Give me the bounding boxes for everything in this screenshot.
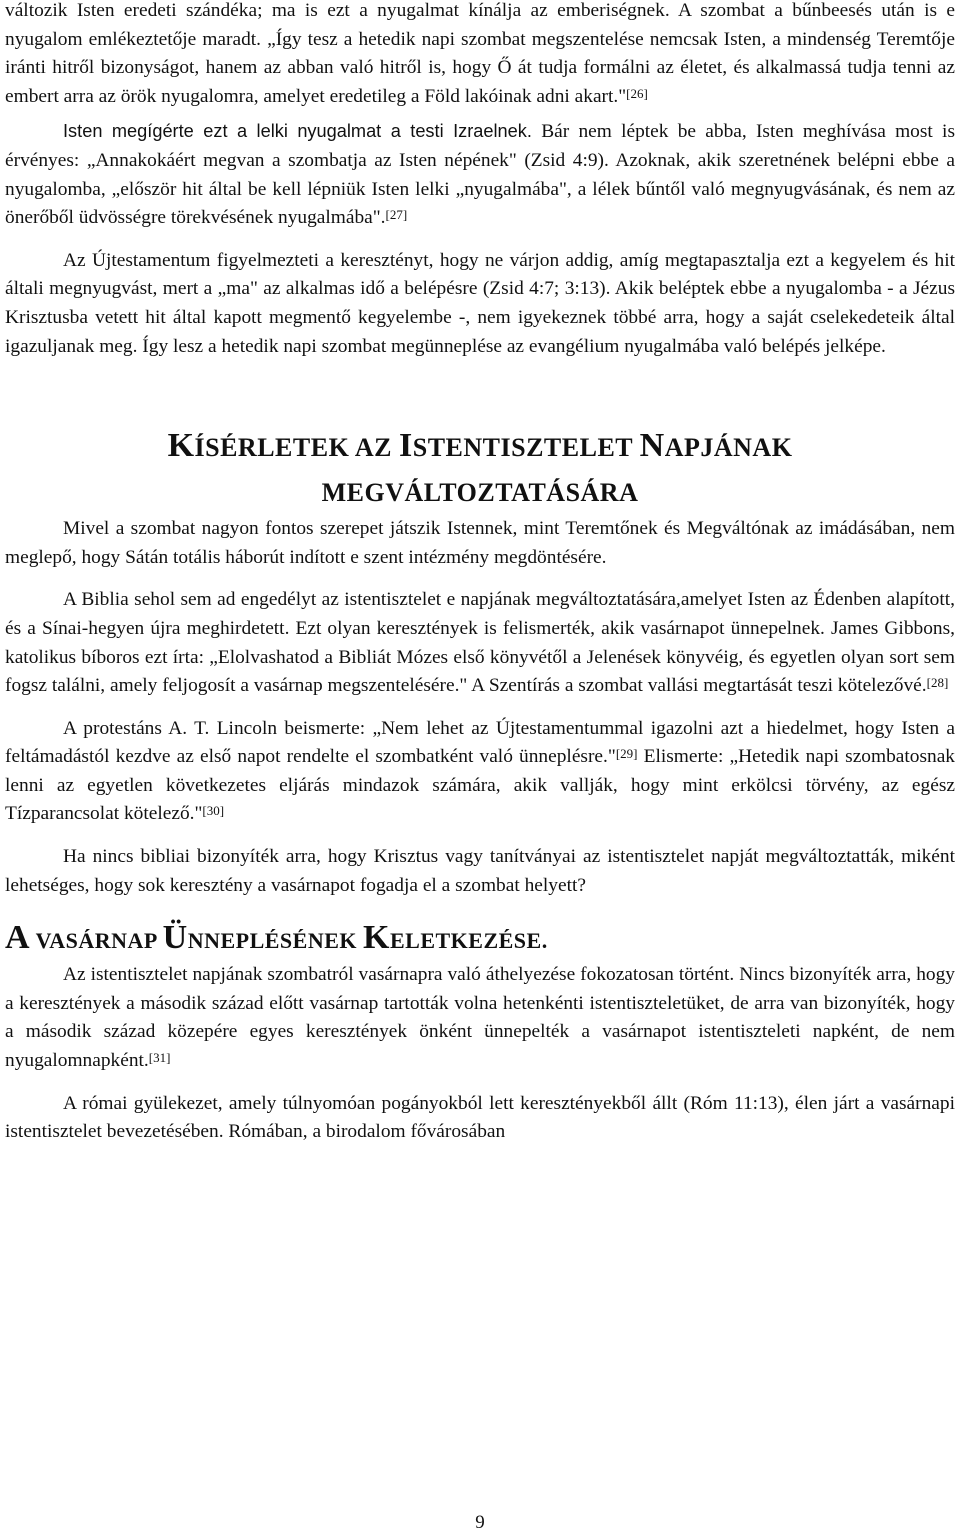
footnote-ref[interactable]: [26] bbox=[626, 85, 648, 101]
footnote-ref[interactable]: [30] bbox=[202, 803, 225, 819]
footnote-ref[interactable]: [29] bbox=[615, 746, 638, 762]
paragraph-text: A protestáns A. T. Lincoln beismerte: „Nem lehet az Újtestamentummal igazolni azt a hiedelmet, hogy Isten a feltámadástól kezdve az első napot rendelte el szombatként való ünneplésre." bbox=[5, 717, 955, 768]
paragraph-text: változik Isten eredeti szándéka; ma is ezt a nyugalmat kínálja az emberiségnek. A szombat a bűnbeesés után is e nyugalom emlékeztetője maradt. „Így tesz a hetedik napi szombat megszentelése nemcsak Isten, a mindenség Teremtője iránti hitről bizonyságot, hanem az abban való hitről is, hogy Ő át tudja formálni az életet, és alkalmassá tudja tenni az embert arra az örök nyugalomra, amelyet eredetileg a Föld lakóinak adni akart." bbox=[5, 0, 955, 107]
paragraph bbox=[5, 843, 955, 900]
heading-text: NNEPLÉSÉNEK bbox=[187, 928, 364, 954]
document-page bbox=[5, 0, 955, 1147]
heading-initial: I bbox=[399, 427, 413, 465]
heading-initial: Ü bbox=[162, 919, 188, 957]
subsection-heading bbox=[5, 918, 955, 961]
footnote-ref[interactable]: [28] bbox=[926, 675, 949, 691]
heading-text: VASÁRNAP bbox=[30, 928, 163, 954]
heading-text: ÍSÉRLETEK AZ bbox=[194, 433, 399, 463]
heading-initial: K bbox=[363, 919, 390, 957]
paragraph-text: Elismerte: „Hetedik napi szombatosnak lenni az egyetlen következetes eljárás mindazok számára, akik vallják, hogy mint erkölcsi törvény, az egész Tízparancsolat kötelező." bbox=[5, 746, 956, 825]
heading-text: STENTISZTELET bbox=[412, 433, 640, 463]
paragraph-text: Az istentisztelet napjának szombatról vasárnapra való áthelyezése fokozatosan történt. Nincs bizonyíték arra, hogy a keresztények a második század előtt vasárnap tartották volna hetenkénti istentiszteletüket, de arra van bizonyíték, hogy a második század közepére egyes keresztények önként ünnepelték a vasárnapot istentiszteleti napként, de nem nyugalomnapként. bbox=[5, 964, 955, 1072]
section-heading bbox=[5, 423, 955, 515]
paragraph bbox=[5, 515, 955, 572]
section-heading-line: MEGVÁLTOZTATÁSÁRA bbox=[321, 478, 639, 508]
paragraph bbox=[5, 961, 955, 1075]
paragraph-text: Az Újtestamentum figyelmezteti a keresztényt, hogy ne várjon addig, amíg megtapasztalja ezt a kegyelem és hit általi megnyugvást, mert a „ma" az alkalmas idő a belépésre (Zsid 4:7; 3:13). Akik beléptek ebbe a nyugalomba - a Jézus Krisztusba vetett hit által kapott megmentő kegyelembe -, nem igyekeznek többé arra, hogy a saját cselekedeteik által igazuljanak meg. Így lesz a hetedik napi szombat megünneplése az evangélium nyugalmába való belépés jelképe. bbox=[5, 249, 955, 357]
paragraph-text: A római gyülekezet, amely túlnyomóan pogányokból lett keresztényekből állt (Róm 11:13), élen járt a vasárnapi istentisztelet bevezetésében. Rómában, a birodalom fővárosában bbox=[5, 1092, 955, 1143]
paragraph bbox=[5, 586, 955, 700]
paragraph-text: Mivel a szombat nagyon fontos szerepet játszik Istennek, mint Teremtőnek és Megváltónak az imádásában, nem meglepő, hogy Sátán totális háborút indított e szent intézmény megdöntésére. bbox=[5, 518, 955, 568]
page-number: 9 bbox=[475, 1512, 485, 1533]
paragraph-text: Isten megígérte ezt a lelki nyugalmat a testi Izraelnek. bbox=[63, 121, 532, 142]
footnote-ref[interactable]: [31] bbox=[148, 1050, 171, 1066]
heading-initial: K bbox=[167, 427, 195, 465]
heading-initial: N bbox=[639, 427, 665, 465]
paragraph bbox=[5, 247, 955, 361]
footnote-ref[interactable]: [27] bbox=[385, 207, 408, 223]
paragraph-text: Ha nincs bibliai bizonyíték arra, hogy Krisztus vagy tanítványai az istentisztelet napját megváltoztatták, miként lehetséges, hogy sok keresztény a vasárnapot fogadja el a szombat helyett? bbox=[5, 846, 955, 896]
paragraph bbox=[5, 1090, 955, 1147]
paragraph bbox=[5, 117, 955, 232]
section-heading-line bbox=[5, 423, 955, 470]
paragraph bbox=[5, 0, 955, 111]
heading-text: APJÁNAK bbox=[664, 433, 793, 463]
paragraph bbox=[5, 715, 955, 829]
heading-initial: A bbox=[5, 919, 31, 957]
paragraph-text: Bár nem léptek be abba, Isten meghívása most is érvényes: „Annakokáért megvan a szombatja az Isten népének" (Zsid 4:9). Azoknak, akik szeretnének belépni ebbe a nyugalomba, „először hit által be kell lépniük Isten lelki „nyugalmába", a lélek bűntől való megnyugvásának, és nem az önerőből üdvösségre törekvésének nyugalmába". bbox=[5, 121, 955, 229]
heading-text: ELETKEZÉSE. bbox=[389, 928, 548, 954]
paragraph-text: A Biblia sehol sem ad engedélyt az istentisztelet e napjának megváltoztatására,amelyet Isten az Édenben alapított, és a Sínai-hegyen újra meghirdetett. Ezt olyan keresztények is felismerték, akik vasárnapot ünnepelnek. James Gibbons, katolikus bíboros ezt írta: „Elolvashatod a Bibliát Mózes első könyvétől a Jelenések könyvéig, és egyetlen olyan sort sem fogsz találni, amely feljogosít a vasárnap megszentelésére." A Szentírás a szombat vallási megtartását teszi kötelezővé. bbox=[5, 589, 955, 697]
